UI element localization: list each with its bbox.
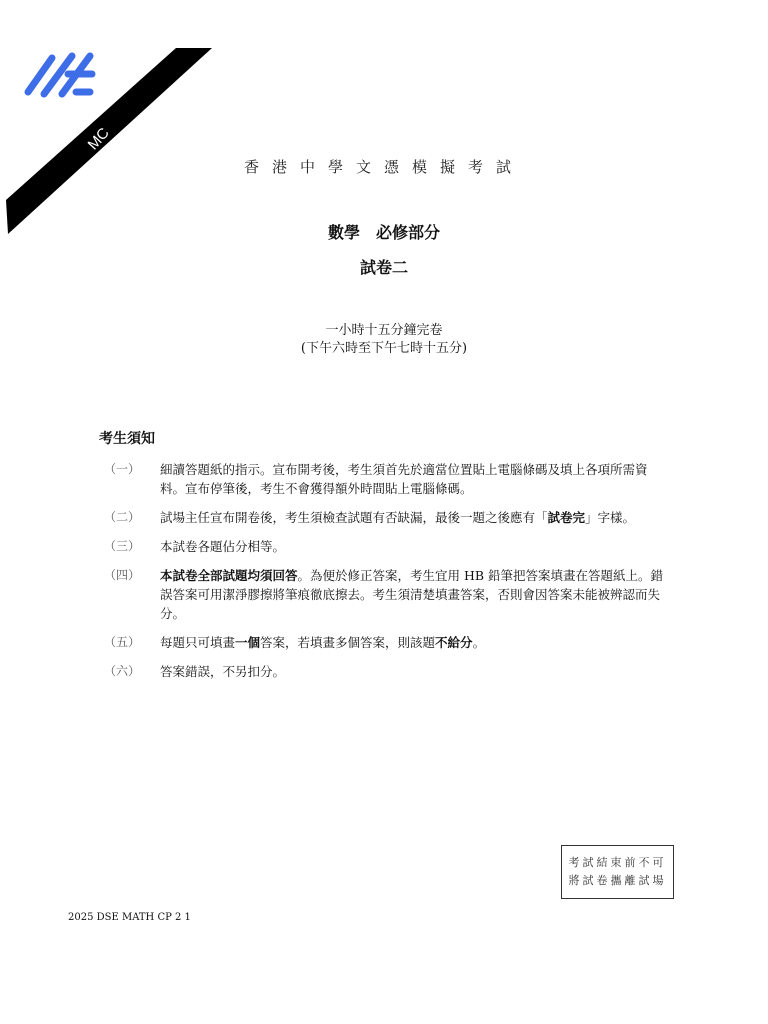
warning-stamp <box>561 845 674 899</box>
instruction-text <box>160 508 664 527</box>
subject-part: 必修部分 <box>376 223 441 242</box>
instruction-number: （一） <box>104 462 141 476</box>
instruction-emphasis: 本試卷全部試題均須回答 <box>160 568 298 583</box>
instruction-emphasis: 不給分 <box>435 635 473 650</box>
instruction-item <box>104 460 664 498</box>
instruction-text-part: 」字樣。 <box>585 510 636 525</box>
instruction-text-part: 試場主任宣布開卷後，考生須檢查試題有否缺漏，最後一題之後應有「 <box>160 510 548 525</box>
instruction-number: （六） <box>104 664 141 678</box>
instruction-number: （五） <box>104 635 141 649</box>
ribbon-label: MC <box>84 124 113 154</box>
instruction-text-part: 每題只可填畫 <box>160 635 236 650</box>
exam-name: 香港中學文憑模擬考試 <box>243 158 524 176</box>
instructions-list <box>104 460 664 691</box>
instruction-text-part: 答案，若填畫多個答案，則該題 <box>260 635 436 650</box>
instruction-item <box>104 566 664 623</box>
instruction-text-part: 。 <box>472 635 486 650</box>
instruction-item <box>104 662 664 681</box>
subject-title <box>0 220 768 243</box>
instruction-item <box>104 508 664 527</box>
instruction-number: （二） <box>104 510 141 524</box>
stamp-line: 考試結束前不可 <box>568 856 667 869</box>
paper-title: 試卷二 <box>359 258 408 277</box>
stamp-line: 將試卷攜離試場 <box>568 874 667 887</box>
instruction-text <box>160 566 664 623</box>
instruction-emphasis: 試卷完 <box>547 510 586 525</box>
subject-name: 數學 <box>327 223 360 242</box>
instruction-text: 答案錯誤，不另扣分。 <box>160 664 286 679</box>
instruction-item <box>104 633 664 652</box>
instruction-number: （四） <box>104 568 141 582</box>
duration-text: 一小時十五分鐘完卷 <box>325 323 443 338</box>
instruction-text: 細讀答題紙的指示。宣布開考後，考生須首先於適當位置貼上電腦條碼及填上各項所需資料。宣布停筆後，考生不會獲得額外時間貼上電腦條碼。 <box>160 462 648 496</box>
instruction-text <box>160 633 664 652</box>
instruction-text: 本試卷各題佔分相等。 <box>160 539 286 554</box>
notice-heading: 考生須知 <box>99 431 155 447</box>
footer-code: 2025 DSE MATH CP 2 1 <box>68 912 191 923</box>
instruction-emphasis: 一個 <box>235 635 261 650</box>
instruction-item <box>104 537 664 556</box>
instruction-number: （三） <box>104 539 141 553</box>
instruction-text-part: 。為便於修正答案，考生宜用 HB 鉛筆把答案填畫在答題紙上。錯誤答案可用潔淨膠擦將筆痕徹底擦去。考生須清楚填畫答案，否則會因答案未能被辨認而失分。 <box>160 568 664 621</box>
time-range: (下午六時至下午七時十五分) <box>300 341 468 356</box>
duration-block <box>0 322 768 358</box>
